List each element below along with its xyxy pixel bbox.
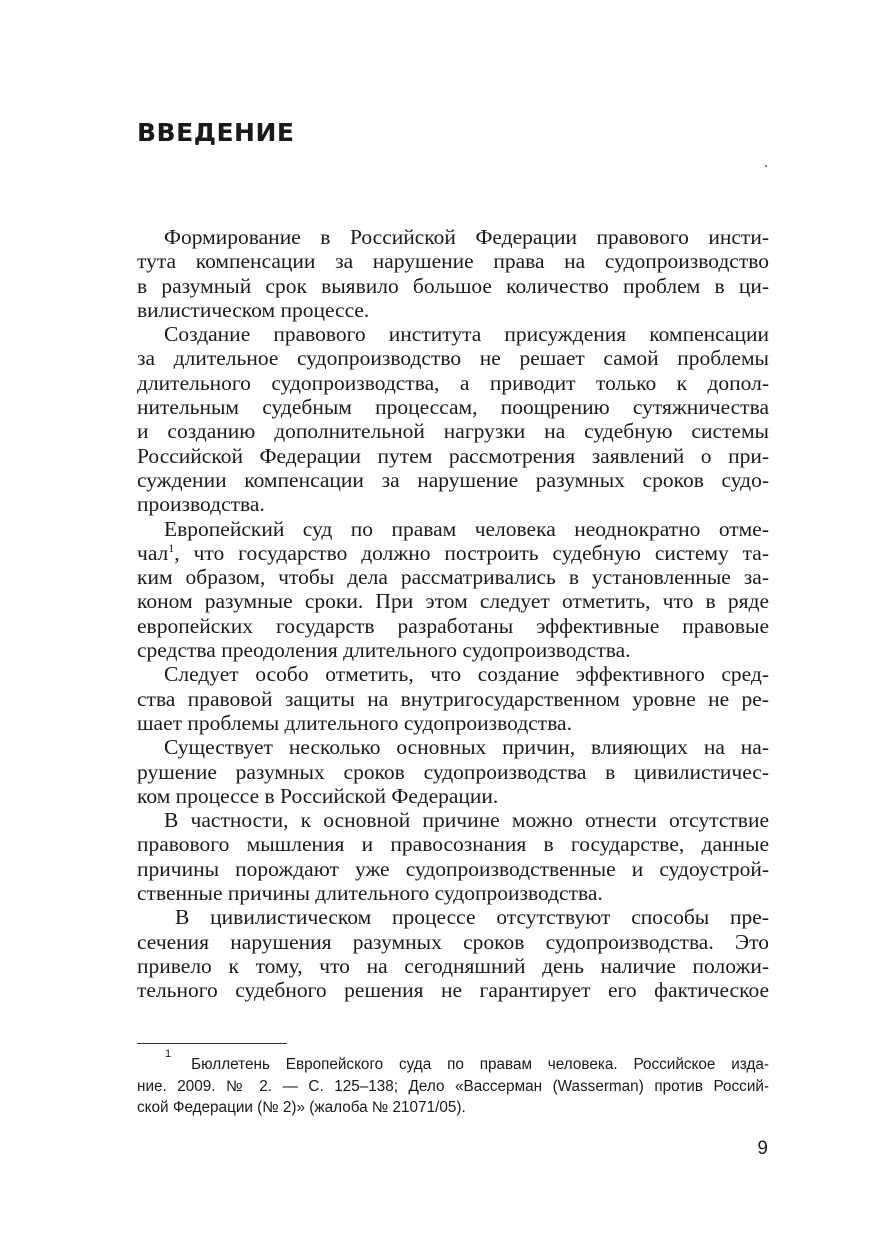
text-line: причины порождают уже судопроизводственные и судоустрой- xyxy=(137,856,769,881)
text-line: Российской Федерации путем рассмотрения заявлений о при- xyxy=(137,443,769,468)
text-fragment: что государство должно построить судебную систему та- xyxy=(193,540,769,565)
paragraph xyxy=(137,808,769,905)
text-line: В цивилистическом процессе отсутствуют способы пре- xyxy=(175,905,769,930)
footnote-line: ской Федерации (№ 2)» (жалоба № 21071/05). xyxy=(137,1099,466,1116)
page-number: 9 xyxy=(757,1138,768,1159)
text-line: коном разумные сроки. При этом следует отметить, что в ряде xyxy=(137,589,769,614)
text-line: ким образом, чтобы дела рассматривались в установленные за- xyxy=(137,565,769,590)
text-line: Европейский суд по правам человека неоднократно отме- xyxy=(164,516,769,541)
text-line: в разумный срок выявило большое количество проблем в ци- xyxy=(137,273,769,298)
text-line: В частности, к основной причине можно отнести отсутствие xyxy=(164,808,769,833)
text-line: рушение разумных сроков судопроизводства в цивилистичес- xyxy=(137,759,769,784)
footnote-line: ние. 2009. № 2. — С. 125–138; Дело «Вассерман (Wasserman) против Россий- xyxy=(137,1077,769,1095)
text-line: длительного судопроизводства, а приводит только к допол- xyxy=(137,370,769,395)
footnote-mark: 1 xyxy=(165,1048,172,1060)
text-line: шает проблемы длительного судопроизводства. xyxy=(137,710,572,735)
body-text xyxy=(137,225,769,1003)
text-line: тельного судебного решения не гарантирует его фактическое xyxy=(137,978,769,1003)
text-fragment: , xyxy=(174,540,194,565)
text-line: тута компенсации за нарушение права на судопроизводство xyxy=(137,249,769,274)
text-line: сечения нарушения разумных сроков судопроизводства. Это xyxy=(137,929,769,954)
text-line: суждении компенсации за нарушение разумных сроков судо- xyxy=(137,467,769,492)
text-line: за длительное судопроизводство не решает самой проблемы xyxy=(137,346,769,371)
text-line: нительным судебным процессам, поощрению сутяжничества xyxy=(137,395,769,420)
text-line: правового мышления и правосознания в государстве, данные xyxy=(137,832,769,857)
text-line: привело к тому, что на сегодняшний день наличие положи- xyxy=(137,953,769,978)
text-line: Создание правового института присуждения компенсации xyxy=(164,322,769,347)
footnote-line xyxy=(137,1048,769,1076)
text-fragment: Бюллетень Европейского суда по правам человека. Российское изда- xyxy=(191,1056,769,1073)
text-line: Следует особо отметить, что создание эффективного сред- xyxy=(164,662,769,687)
text-line: средства преодоления длительного судопроизводства. xyxy=(137,638,631,663)
text-line: Формирование в Российской Федерации правового инсти- xyxy=(164,225,769,249)
text-line: Существует несколько основных причин, влияющих на на- xyxy=(164,735,769,760)
text-fragment: чал xyxy=(137,540,169,565)
text-line: ственные причины длительного судопроизводства. xyxy=(137,881,603,906)
paragraph xyxy=(137,735,769,808)
text-line: производства. xyxy=(137,492,265,517)
text-line: вилистическом процессе. xyxy=(137,297,370,322)
scan-speck xyxy=(765,165,767,167)
paragraph xyxy=(137,517,769,663)
text-line: ком процессе в Российской Федерации. xyxy=(137,783,499,808)
paragraph xyxy=(137,905,769,1002)
footnote-reference[interactable]: 1 xyxy=(168,540,175,555)
paragraph xyxy=(137,322,769,516)
paragraph xyxy=(137,662,769,735)
text-line xyxy=(137,541,769,565)
chapter-heading: ВВЕДЕНИЕ xyxy=(137,118,295,147)
footnote-separator xyxy=(137,1043,287,1044)
footnote xyxy=(137,1048,769,1119)
text-line: и созданию дополнительной нагрузки на судебную системы xyxy=(137,419,769,444)
paragraph xyxy=(137,225,769,322)
text-line: ства правовой защиты на внутригосударственном уровне не ре- xyxy=(137,686,769,711)
text-line: европейских государств разработаны эффективные правовые xyxy=(137,613,769,638)
